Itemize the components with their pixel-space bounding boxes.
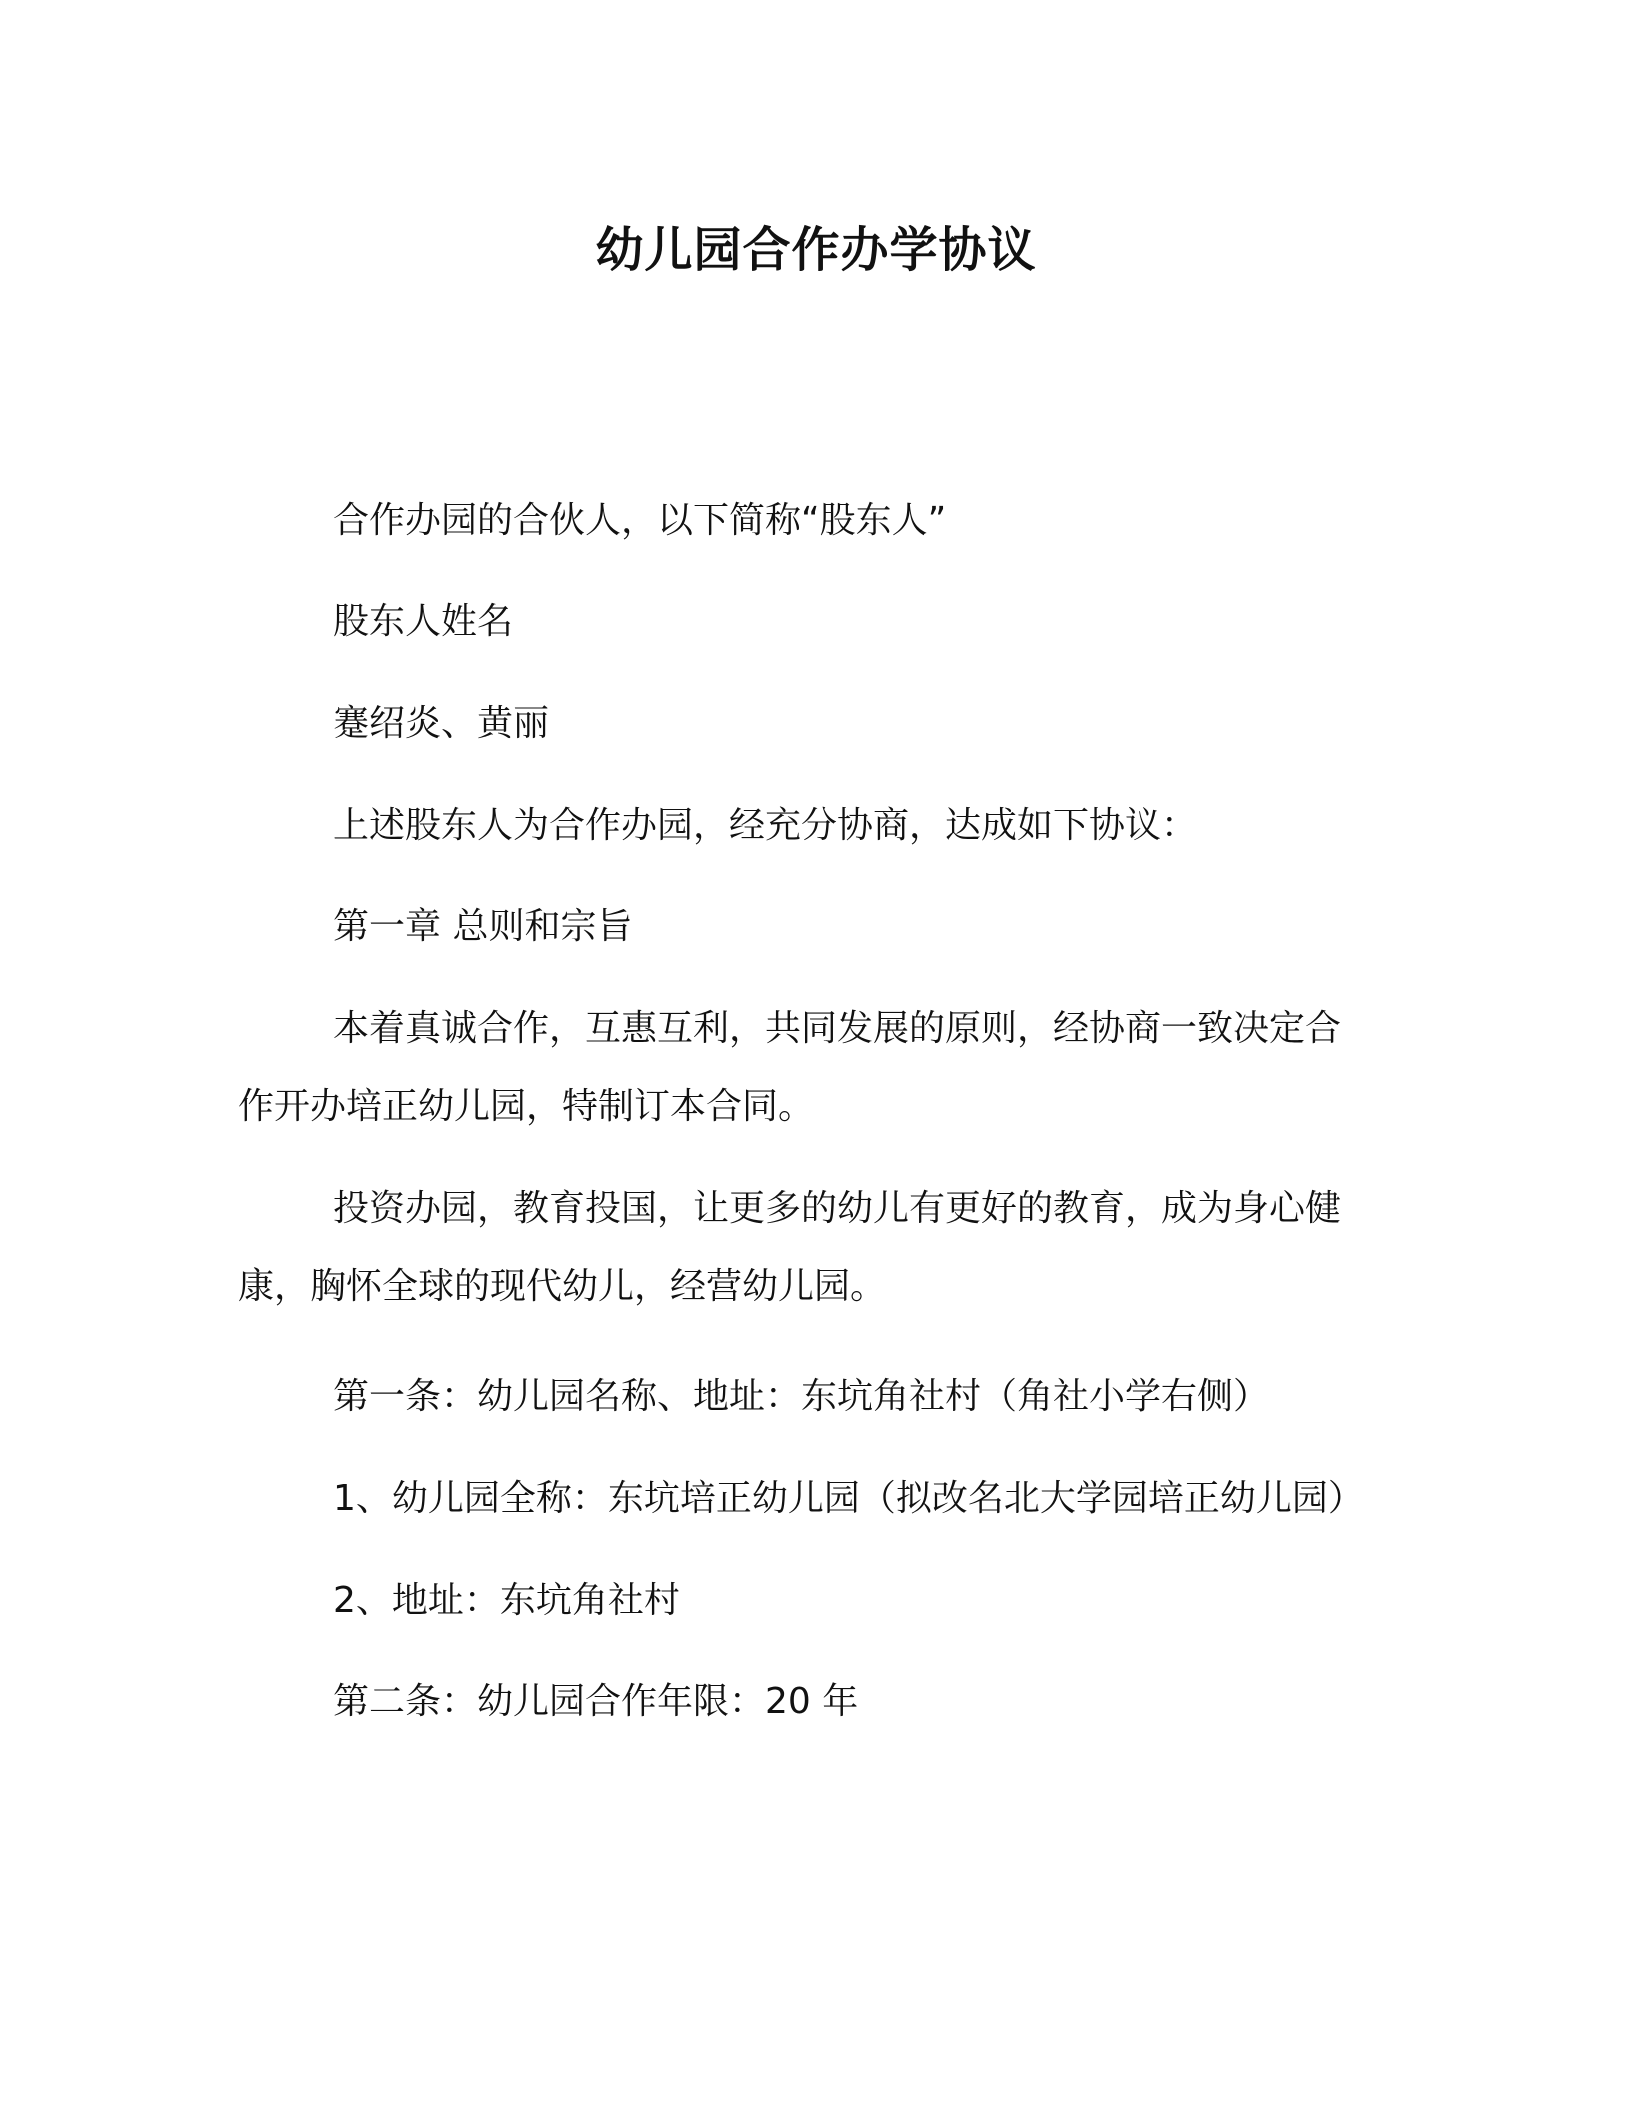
document-title: 幼儿园合作办学协议 bbox=[595, 222, 1037, 278]
article-two: 第二条：幼儿园合作年限：20 年 bbox=[333, 1681, 859, 1722]
article-one-item-2: 2、地址：东坑角社村 bbox=[333, 1580, 680, 1621]
chapter-one-heading: 第一章 总则和宗旨 bbox=[333, 906, 633, 947]
purpose-line-1: 本着真诚合作，互惠互利，共同发展的原则，经协商一致决定合 bbox=[333, 1008, 1342, 1049]
shareholder-names: 蹇绍炎、黄丽 bbox=[333, 703, 550, 744]
partners-intro: 合作办园的合伙人，以下简称“股东人” bbox=[333, 500, 947, 541]
shareholder-name-label: 股东人姓名 bbox=[333, 601, 514, 642]
purpose-paragraph bbox=[238, 990, 1388, 1146]
mission-line-1: 投资办园，教育投国，让更多的幼儿有更好的教育，成为身心健 bbox=[333, 1188, 1342, 1229]
article-one-item-1: 1、幼儿园全称：东坑培正幼儿园（拟改名北大学园培正幼儿园） bbox=[333, 1478, 1364, 1519]
article-one: 第一条：幼儿园名称、地址：东坑角社村（角社小学右侧） bbox=[333, 1376, 1270, 1417]
mission-paragraph bbox=[238, 1170, 1388, 1326]
agreement-intro: 上述股东人为合作办园，经充分协商，达成如下协议： bbox=[333, 805, 1198, 846]
mission-line-2: 康，胸怀全球的现代幼儿，经营幼儿园。 bbox=[238, 1266, 887, 1307]
purpose-line-2: 作开办培正幼儿园，特制订本合同。 bbox=[238, 1086, 815, 1127]
